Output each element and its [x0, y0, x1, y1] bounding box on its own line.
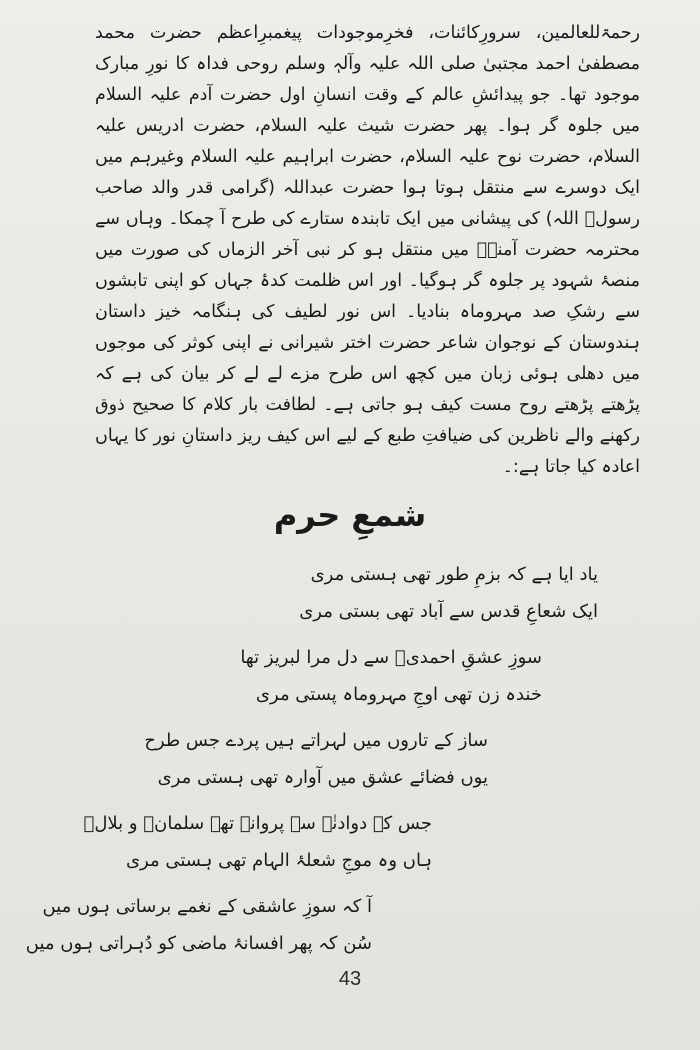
poem-line: یوں فضائے عشق میں آوارہ تھی ہستی مری	[157, 767, 488, 788]
poem-line: ایک شعاعِ قدس سے آباد تھی بستی مری	[299, 601, 598, 622]
poem-line: جس کے دوادنٰے سے پروانے تھے سلمانؓ و بلالؓ	[83, 813, 432, 834]
poem-line: سُن کہ پھر افسانۂ ماضی کو دُہراتی ہوں میں	[25, 933, 372, 954]
poem-stanza	[90, 639, 610, 713]
poem-title: شمعِ حرم	[273, 496, 427, 534]
poem-line: ساز کے تاروں میں لہراتے ہیں پردے جس طرح	[144, 730, 488, 751]
poem-stanza	[25, 888, 610, 962]
intro-paragraph-block	[95, 18, 640, 483]
poem-line: خندہ زن تھی اوجِ مہروماہ پستی مری	[255, 684, 542, 705]
intro-paragraph: رحمۃللعالمین، سرورِکائنات، فخرِموجودات پیغمبرِاعظم حضرت محمد مصطفیٰ احمد مجتبیٰ صلی اللہ علیہ وآلہٖ وسلم روحی فداہ کا نورِ مبارک موجود تھا۔ جو پیدائشِ عالم کے وقت انسانِ اول حضرت آدم علیہ السلام میں جلوہ گر ہوا۔ پھر حضرت شیث علیہ السلام، حضرت ادریس علیہ السلام، حضرت نوح علیہ السلام، حضرت ابراہیم علیہ السلام وغیرہم میں ایک دوسرے سے منتقل ہوتا ہوا حضرت عبداللہ (گرامی قدر والد صاحب رسولﷺ اللہ) کی پیشانی میں ایک تابندہ ستارے کی طرح آ چمکا۔ وہاں سے محترمہ حضرت آمنہؓ میں منتقل ہو کر نبی آخر الزماں کی صورت میں منصۂ شہود پر جلوہ گر ہوگیا۔ اور اس ظلمت کدۂ جہاں کو اپنی تابشوں سے رشکِ صد مہروماہ بنادیا۔ اس نور لطیف کی ہنگامہ خیز داستان ہندوستان کے نوجوان شاعر حضرت اختر شیرانی نے اپنی کوثر کی موجوں میں دھلی ہوئی زبان میں کچھ اس طرح مزے لے لے کر بیان کی ہے کہ پڑھتے پڑھتے روح مست کیف ہو جاتی ہے۔ لطافت بار کلام کا صحیح ذوق رکھنے والے ناظرین کی ضیافتِ طبع کے لیے اس کیف ریز داستانِ نور کا یہاں اعادہ کیا جاتا ہے:۔	[95, 23, 640, 477]
poem-line: آ کہ سوزِ عاشقی کے نغمے برساتی ہوں میں	[42, 896, 372, 917]
poem-line: سوزِ عشقِ احمدیؐ سے دل مرا لبریز تھا	[240, 647, 542, 668]
poem-stanza	[83, 805, 610, 879]
poem-stanza	[90, 556, 610, 630]
poem-line: ہاں وہ موجِ شعلۂ الہام تھی ہستی مری	[125, 850, 432, 871]
poem	[25, 556, 610, 971]
poem-line: یاد ایا ہے کہ بزمِ طور تھی ہستی مری	[310, 564, 598, 585]
poem-stanza	[90, 722, 610, 796]
page-number: 43	[338, 968, 362, 990]
